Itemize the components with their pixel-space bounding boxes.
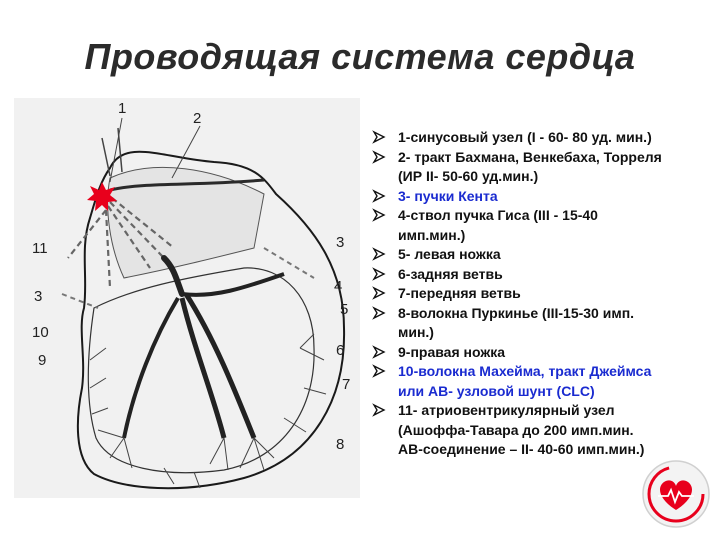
arrow-bullet-icon: [372, 208, 386, 222]
legend-item-text: 5- левая ножка: [398, 246, 501, 262]
diagram-label-7: 7: [342, 376, 351, 393]
legend-item: [372, 206, 662, 245]
legend-item: [372, 284, 662, 304]
slide-title: Проводящая система сердца: [84, 36, 636, 77]
diagram-label-2: 2: [193, 110, 202, 127]
legend-item-text: 6-задняя ветвь: [398, 265, 503, 282]
left-bundle: [182, 274, 284, 295]
legend-item: [372, 343, 662, 363]
heart-drawing: [14, 98, 360, 498]
legend-item-text: 2- тракт Бахмана, Венкебаха, Торреля (ИР II- 50-60 уд.мин.): [398, 148, 662, 184]
diagram-label-4: 4: [334, 278, 343, 295]
arrow-bullet-icon: [372, 345, 386, 359]
legend-item: [372, 362, 662, 401]
diagram-label-10: 10: [32, 324, 49, 341]
legend-item: [372, 304, 662, 343]
arrow-bullet-icon: [372, 150, 386, 164]
heart-logo-icon: [640, 458, 712, 530]
arrow-bullet-icon: [372, 286, 386, 300]
arrow-bullet-icon: [372, 403, 386, 417]
diagram-label-1: 1: [118, 100, 127, 117]
legend-item: [372, 245, 662, 265]
diagram-label-8: 8: [336, 436, 345, 453]
legend-item: [372, 128, 662, 148]
legend-item: [372, 148, 662, 187]
arrow-bullet-icon: [372, 247, 386, 261]
purkinje-fibers: [90, 334, 326, 488]
arrow-bullet-icon: [372, 267, 386, 281]
diagram-label-5: 5: [340, 301, 349, 318]
legend-item-text: 8-волокна Пуркинье (III-15-30 имп. мин.): [398, 304, 635, 340]
legend-item: [372, 265, 662, 285]
arrow-bullet-icon: [372, 130, 386, 144]
heart-conduction-diagram: [14, 98, 360, 498]
right-bundle: [124, 298, 178, 438]
legend-item-text: 9-правая ножка: [398, 343, 506, 360]
legend-item-text: 4-ствол пучка Гиса (III - 15-40 имп.мин.): [398, 207, 598, 243]
legend-item: [372, 401, 662, 460]
arrow-bullet-icon: [372, 189, 386, 203]
diagram-label-9: 9: [38, 352, 47, 369]
diagram-label-11: 11: [32, 240, 48, 257]
arrow-bullet-icon: [372, 306, 386, 320]
diagram-label-3-right: 3: [336, 234, 345, 251]
legend-item: [372, 187, 662, 207]
legend-item-text: 10-волокна Махейма, тракт Джеймса или АВ- узловой шунт (CLC): [398, 363, 652, 399]
arrow-bullet-icon: [372, 364, 386, 378]
legend-list: [372, 128, 662, 460]
legend-item-text: 3- пучки Кента: [398, 187, 498, 204]
legend-item-text: 7-передняя ветвь: [398, 285, 521, 301]
legend-item-text: 1-синусовый узел (I - 60- 80 уд. мин.): [398, 129, 652, 145]
diagram-label-6: 6: [336, 342, 345, 359]
legend-item-text: 11- атриовентрикулярный узел (Ашоффа-Тавара до 200 имп.мин. АВ-соединение – II- 40-60 имп.мин.): [398, 402, 645, 457]
diagram-label-3-left: 3: [34, 288, 43, 305]
